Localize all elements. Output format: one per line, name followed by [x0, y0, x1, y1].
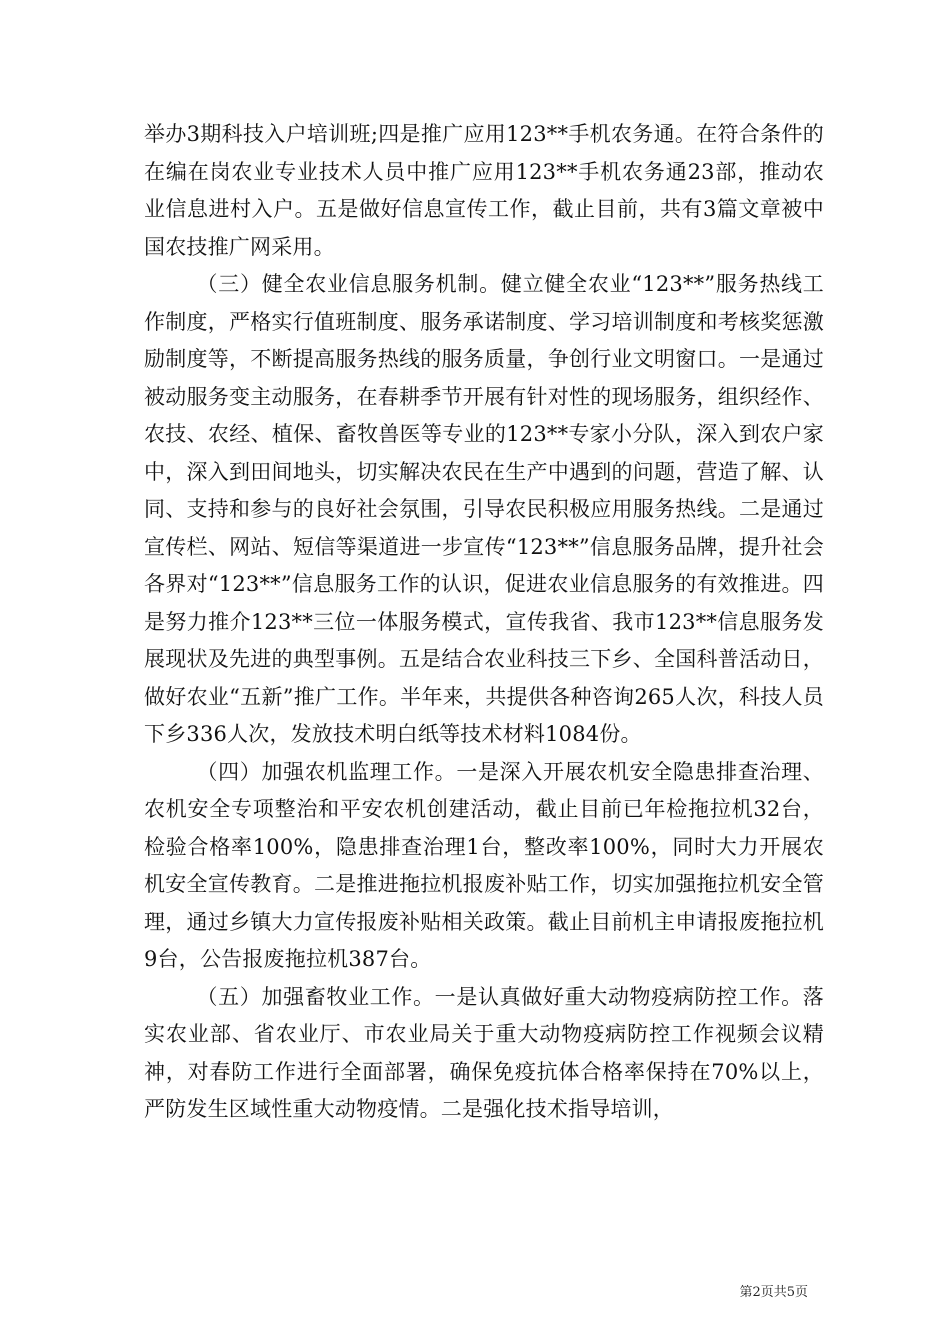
paragraph-section-4: （四）加强农机监理工作。一是深入开展农机安全隐患排查治理、农机安全专项整治和平安农机创建活动，截止目前已年检拖拉机32台，检验合格率100%，隐患排查治理1台，整改率100%，同时大力开展农机安全宣传教育。二是推进拖拉机报废补贴工作，切实加强拖拉机安全管理，通过乡镇大力宣传报废补贴相关政策。截止目前机主申请报废拖拉机9台，公告报废拖拉机387台。 — [144, 759, 824, 971]
paragraph-section-3: （三）健全农业信息服务机制。健立健全农业“123**”服务热线工作制度，严格实行值班制度、服务承诺制度、学习培训制度和考核奖惩激励制度等，不断提高服务热线的服务质量，争创行业文明窗口。一是通过被动服务变主动服务，在春耕季节开展有针对性的现场服务，组织经作、农技、农经、植保、畜牧兽医等专业的123**专家小分队，深入到农户家中，深入到田间地头，切实解决农民在生产中遇到的问题，营造了解、认同、支持和参与的良好社会氛围，引导农民积极应用服务热线。二是通过宣传栏、网站、短信等渠道进一步宣传“123**”信息服务品牌，提升社会各界对“123**”信息服务工作的认识，促进农业信息服务的有效推进。四是努力推介123**三位一体服务模式，宣传我省、我市123**信息服务发展现状及先进的典型事例。五是结合农业科技三下乡、全国科普活动日，做好农业“五新”推广工作。半年来，共提供各种咨询265人次，科技人员下乡336人次，发放技术明白纸等技术材料1084份。 — [144, 272, 824, 746]
paragraph-section-5: （五）加强畜牧业工作。一是认真做好重大动物疫病防控工作。落实农业部、省农业厅、市农业局关于重大动物疫病防控工作视频会议精神，对春防工作进行全面部署，确保免疫抗体合格率保持在70%以上，严防发生区域性重大动物疫情。二是强化技术指导培训， — [144, 984, 824, 1121]
page-number: 第2页共5页 — [739, 1285, 808, 1300]
document-body — [144, 116, 824, 1129]
paragraph-continuation: 举办3期科技入户培训班;四是推广应用123**手机农务通。在符合条件的在编在岗农业专业技术人员中推广应用123**手机农务通23部，推动农业信息进村入户。五是做好信息宣传工作，截止目前，共有3篇文章被中国农技推广网采用。 — [144, 122, 824, 259]
